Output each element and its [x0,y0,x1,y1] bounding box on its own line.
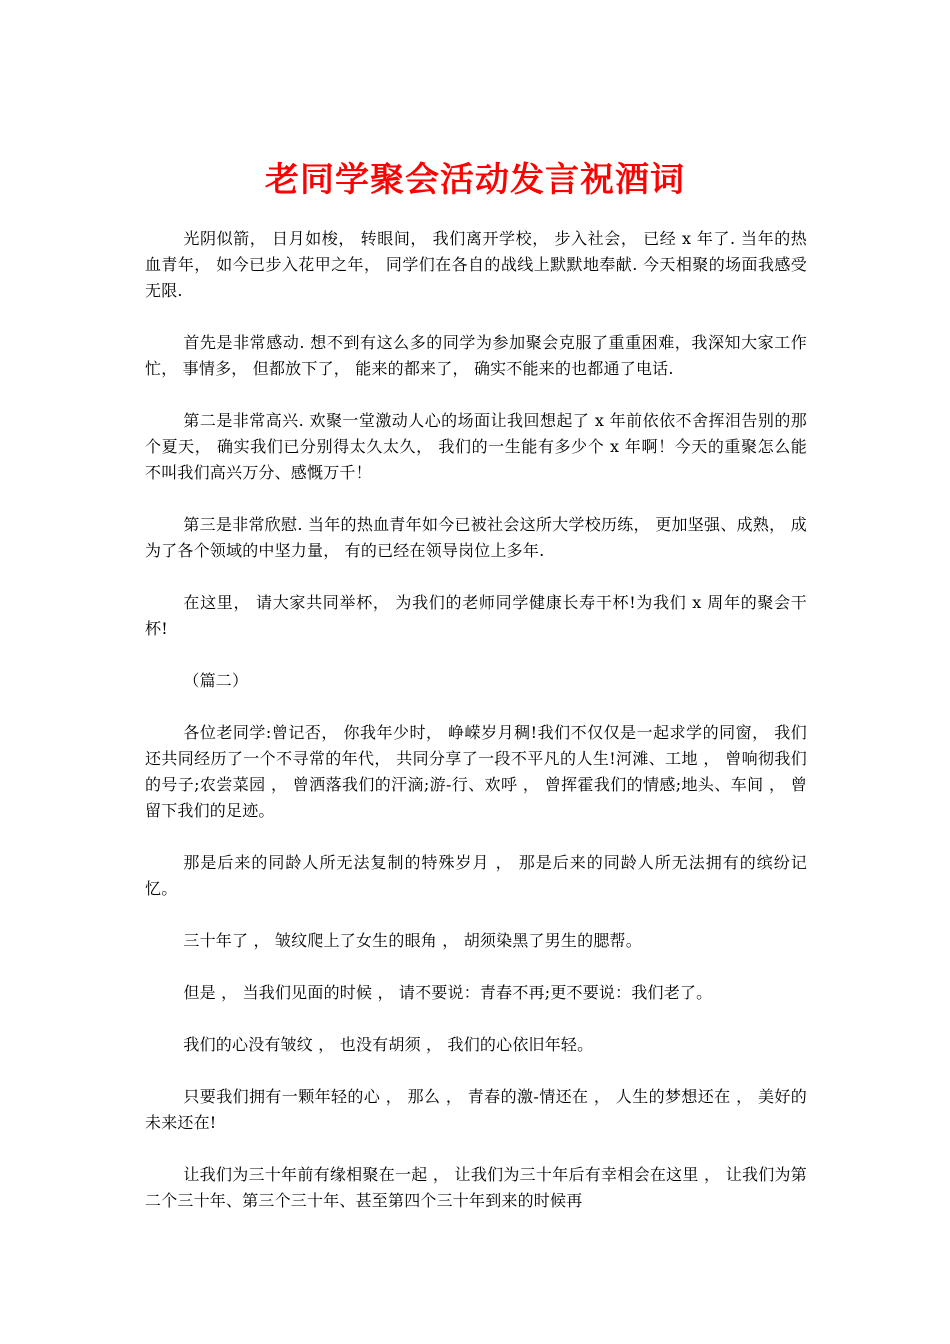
paragraph-11: 只要我们拥有一颗年轻的心 ， 那么 ， 青春的激-情还在 ， 人生的梦想还在 ， 美好的未来还在! [145,1087,807,1132]
paragraph-10: 我们的心没有皱纹 ， 也没有胡须 ， 我们的心依旧年轻。 [183,1035,594,1054]
paragraph-6: 各位老同学:曾记否， 你我年少时， 峥嵘岁月稠!我们不仅仅是一起求学的同窗， 我们还共同经历了一个不寻常的年代， 共同分享了一段不平凡的人生!河滩、工地 ， 曾响彻我们的号子;农尝菜园 ， 曾洒落我们的汗滴;游-行、欢呼 ， 曾挥霍我们的情感;地头、车间 ， 曾留下我们的足迹。 [145,723,807,820]
paragraph-12: 让我们为三十年前有缘相聚在一起 ， 让我们为三十年后有幸相会在这里 ， 让我们为第二个三十年、第三个三十年、甚至第四个三十年到来的时候再 [145,1165,807,1210]
paragraph-7: 那是后来的同龄人所无法复制的特殊岁月 ， 那是后来的同龄人所无法拥有的缤纷记忆。 [145,853,807,898]
paragraph-2: 首先是非常感动. 想不到有这么多的同学为参加聚会克服了重重困难，我深知大家工作忙， 事情多， 但都放下了， 能来的都来了， 确实不能来的也都通了电话. [145,333,807,378]
paragraph-8: 三十年了 ， 皱纹爬上了女生的眼角 ， 胡须染黑了男生的腮帮。 [183,931,642,950]
document-body [145,226,807,1240]
paragraph-5: 在这里， 请大家共同举杯， 为我们的老师同学健康长寿干杯!为我们 x 周年的聚会干杯! [145,593,807,638]
section-heading-part-two: （篇二） [183,671,249,690]
paragraph-9: 但是 ， 当我们见面的时候 ， 请不要说：青春不再;更不要说：我们老了。 [183,983,713,1002]
document-title: 老同学聚会活动发言祝酒词 [265,160,685,200]
paragraph-1: 光阴似箭， 日月如梭， 转眼间， 我们离开学校， 步入社会， 已经 x 年了. 当年的热血青年， 如今已步入花甲之年， 同学们在各自的战线上默默地奉献. 今天相聚的场面我感受无限. [145,229,807,300]
paragraph-4: 第三是非常欣慰. 当年的热血青年如今已被社会这所大学校历练， 更加坚强、成熟， 成为了各个领域的中坚力量， 有的已经在领导岗位上多年. [145,515,807,560]
paragraph-3: 第二是非常高兴. 欢聚一堂激动人心的场面让我回想起了 x 年前依依不舍挥泪告别的那个夏天， 确实我们已分别得太久太久， 我们的一生能有多少个 x 年啊！今天的重聚怎么能不叫我们高兴万分、感慨万千！ [145,411,807,482]
